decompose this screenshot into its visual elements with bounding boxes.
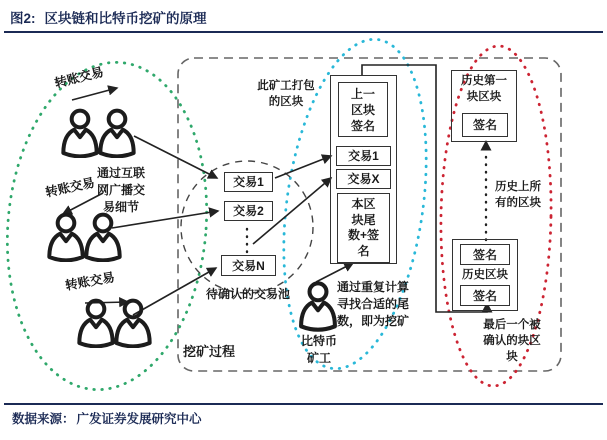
transfer1-arrow <box>72 88 117 100</box>
person-icon <box>95 108 139 158</box>
first-history-signature-box: 签名 <box>462 113 508 137</box>
all-history-blocks-note: 历史上所有的区块 <box>495 181 541 209</box>
transfer-label-2: 转账交易 <box>44 175 97 200</box>
miner-block-caption: 此矿工打包的区块 <box>257 80 315 108</box>
data-source <box>12 409 202 427</box>
user-pair-3 <box>74 298 155 348</box>
broadcast-note: 通过互联网广播交易细节 <box>96 166 145 214</box>
block-tail-signature-box: 本区块尾数+签名 <box>337 193 390 263</box>
recent-block-label: 历史区块 <box>462 269 508 281</box>
user-pair-2 <box>44 212 125 262</box>
figure-number: 图2: <box>10 11 36 26</box>
figure-header <box>10 7 207 27</box>
user-pair-1 <box>58 108 139 158</box>
pool-caption: 待确认的交易池 <box>205 287 290 301</box>
transfer-label-1: 转账交易 <box>53 64 106 91</box>
last-confirmed-note: 最后一个被确认的块区块 <box>483 319 541 363</box>
data-source-text: 广发证券发展研究中心 <box>76 412 202 426</box>
person-icon <box>81 212 125 262</box>
first-history-block-title: 历史第一块区块 <box>461 75 507 103</box>
miner-label: 比特币矿工 <box>300 334 337 365</box>
person-icon <box>111 298 155 348</box>
blockchain-mining-diagram <box>0 36 607 400</box>
transfer-label-3: 转账交易 <box>64 270 116 293</box>
footer-rule <box>4 403 603 405</box>
figure-title: 区块链和比特币挖矿的原理 <box>44 11 207 26</box>
pool-tx1-box: 交易1 <box>224 172 273 192</box>
data-source-label: 数据来源： <box>12 412 75 426</box>
recent-signature-top-box: 签名 <box>460 244 510 265</box>
prev-signature-box: 上一区块签名 <box>338 82 388 137</box>
pool-tx2-box: 交易2 <box>224 201 273 221</box>
pool-txn-box: 交易N <box>221 255 276 276</box>
recent-signature-bottom-box: 签名 <box>460 285 510 306</box>
block-txx-box: 交易X <box>336 169 391 189</box>
mining-region-label: 挖矿过程 <box>183 344 236 359</box>
miner-icon <box>296 280 340 332</box>
mining-note: 通过重复计算寻找合适的尾数，即为挖矿 <box>337 280 410 328</box>
block-tx1-box: 交易1 <box>336 146 391 166</box>
arrow-pool-to-block-tx1 <box>275 156 331 178</box>
header-rule <box>4 31 603 33</box>
